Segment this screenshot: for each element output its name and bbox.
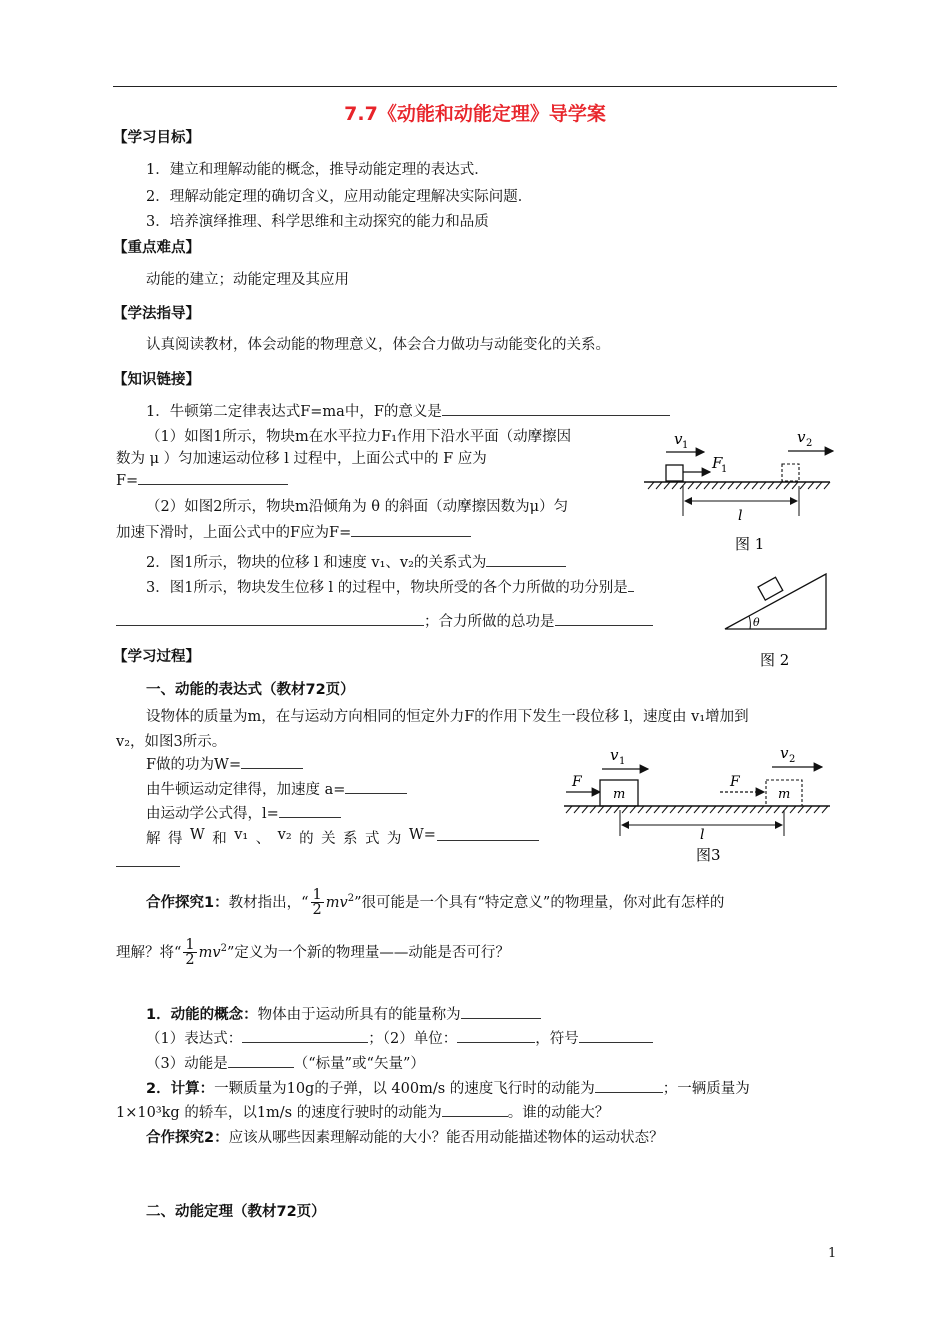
figure-2 (720, 570, 835, 670)
coop2-line: 合作探究2：应该从哪些因素理解动能的大小？能否用动能描述物体的运动状态？ (146, 1130, 664, 1146)
fig1-block-final (782, 464, 799, 481)
fig1-hatch (648, 482, 830, 489)
fig3-caption: 图3 (696, 846, 721, 864)
header-rule (113, 86, 837, 87)
link-q1b-line2: 加速下滑时，上面公式中的F应为F= (116, 521, 471, 542)
fig3-mass-label-final: m (778, 787, 791, 802)
goal-item: 1．建立和理解动能的概念，推导动能定理的表达式． (146, 162, 489, 178)
svg-text:1: 1 (721, 464, 728, 475)
calc-line2: 1×10³kg 的轿车，以1m/s 的速度行驶时的动能为 。谁的动能大？ (116, 1105, 610, 1121)
fig1-displacement-label: l (738, 508, 743, 524)
section-process: 【学习过程】 (113, 649, 200, 665)
concept-line: 1．动能的概念：物体由于运动所具有的能量称为 (146, 1003, 541, 1024)
part1-solve: 解 得 W 和 v₁ 、 v₂ 的 关 系 式 为 W= (146, 827, 436, 847)
coop1-line1: 合作探究1：教材指出，“ $\frac{1}{2}$ $mv^2$”很可能是一个具有“特定意义”的物理量，你对此有怎样的 (146, 886, 725, 919)
fig1-velocity2-label (797, 428, 812, 449)
svg-text:2: 2 (806, 438, 813, 449)
svg-text:1: 1 (619, 756, 626, 767)
coop1-line2: 理解？将“ $\frac{1}{2}$ $mv^2$”定义为一个新的物理量——动能是否可行？ (116, 936, 510, 969)
part1-work: F做的功为W= (146, 753, 303, 774)
fig1-block (666, 465, 683, 481)
fig3-force-label-right: F (730, 774, 740, 790)
calc-line1: 2．计算：一颗质量为10g的子弹，以 400m/s 的速度飞行时的动能为 ；一辆质量为 (146, 1081, 750, 1097)
fig1-velocity1-label (674, 430, 688, 451)
fig3-hatch (566, 806, 828, 813)
svg-text:1: 1 (682, 440, 689, 451)
link-q3-line2: ；合力所做的总功是 (116, 610, 653, 631)
svg-text:v: v (797, 428, 806, 446)
section-link: 【知识链接】 (113, 372, 200, 388)
page-number: 1 (828, 1246, 837, 1261)
figure-1 (640, 424, 850, 554)
section-method: 【学法指导】 (113, 306, 200, 322)
fraction-half: $\frac{1}{2}$ (312, 886, 322, 919)
key-text: 动能的建立；动能定理及其应用 (146, 272, 349, 288)
part1-accel: 由牛顿运动定律得，加速度 a= (146, 778, 407, 799)
link-q3-line1: 3．图1所示，物块发生位移 l 的过程中，物块所受的各个力所做的功分别是 (146, 576, 634, 597)
link-q1: 1．牛顿第二定律表达式F=ma中，F的意义是 (146, 400, 670, 421)
fig3-displacement-label: l (700, 827, 705, 843)
fraction-half: $\frac{1}{2}$ (185, 936, 195, 969)
svg-text:2: 2 (789, 754, 796, 765)
fig1-caption: 图 1 (735, 535, 765, 553)
part2-heading: 二、动能定理（教材72页） (146, 1204, 326, 1220)
fig3-mass-label: m (613, 787, 626, 802)
part1-para-line1: 设物体的质量为m，在与运动方向相同的恒定外力F的作用下发生一段位移 l，速度由 v₁增加到 (146, 709, 749, 725)
part1-solve-blank (437, 827, 539, 845)
goal-item: 2．理解动能定理的确切含义，应用动能定理解决实际问题． (146, 189, 533, 205)
link-q1a-line2: 数为 μ ）匀加速运动位移 l 过程中，上面公式中的 F 应为 (116, 451, 487, 467)
fig3-velocity2-label (780, 744, 795, 765)
method-text: 认真阅读教材，体会动能的物理意义，体会合力做功与动能变化的关系。 (146, 337, 610, 353)
fig2-block (758, 577, 783, 600)
fig2-angle-label: θ (753, 616, 760, 629)
link-q1a-line1: （1）如图1所示，物块m在水平拉力F₁作用下沿水平面（动摩擦因 (146, 429, 572, 445)
fig3-force-label-left: F (572, 774, 582, 790)
fig2-caption: 图 2 (760, 651, 790, 669)
part1-displacement: 由运动学公式得，l= (146, 802, 341, 823)
part1-para-line2: v₂，如图3所示。 (116, 734, 227, 750)
goal-item: 3．培养演绎推理、科学思维和主动探究的能力和品质 (146, 214, 489, 230)
figure-3 (560, 740, 840, 865)
part1-heading: 一、动能的表达式（教材72页） (146, 682, 355, 698)
fig1-force-label (711, 454, 727, 475)
svg-text:v: v (780, 744, 789, 762)
link-q2: 2．图1所示，物块的位移 l 和速度 v₁、v₂的关系式为 (146, 551, 566, 572)
part1-solve-blank-2 (116, 853, 180, 871)
section-goals: 【学习目标】 (113, 130, 200, 146)
svg-text:v: v (610, 746, 619, 764)
svg-text:F: F (712, 454, 723, 472)
fig3-velocity1-label (610, 746, 625, 767)
concept-items-3: （3）动能是 （“标量”或“矢量”） (146, 1056, 425, 1072)
link-q1a-line3: F= (116, 471, 288, 489)
link-q1b-line1: （2）如图2所示，物块m沿倾角为 θ 的斜面（动摩擦因数为μ）匀 (146, 499, 569, 515)
section-key: 【重点难点】 (113, 240, 200, 256)
concept-items-1: （1）表达式： ；（2）单位： ，符号 (146, 1027, 653, 1048)
svg-text:v: v (674, 430, 683, 448)
page-title: 7.7《动能和动能定理》导学案 (344, 103, 606, 125)
